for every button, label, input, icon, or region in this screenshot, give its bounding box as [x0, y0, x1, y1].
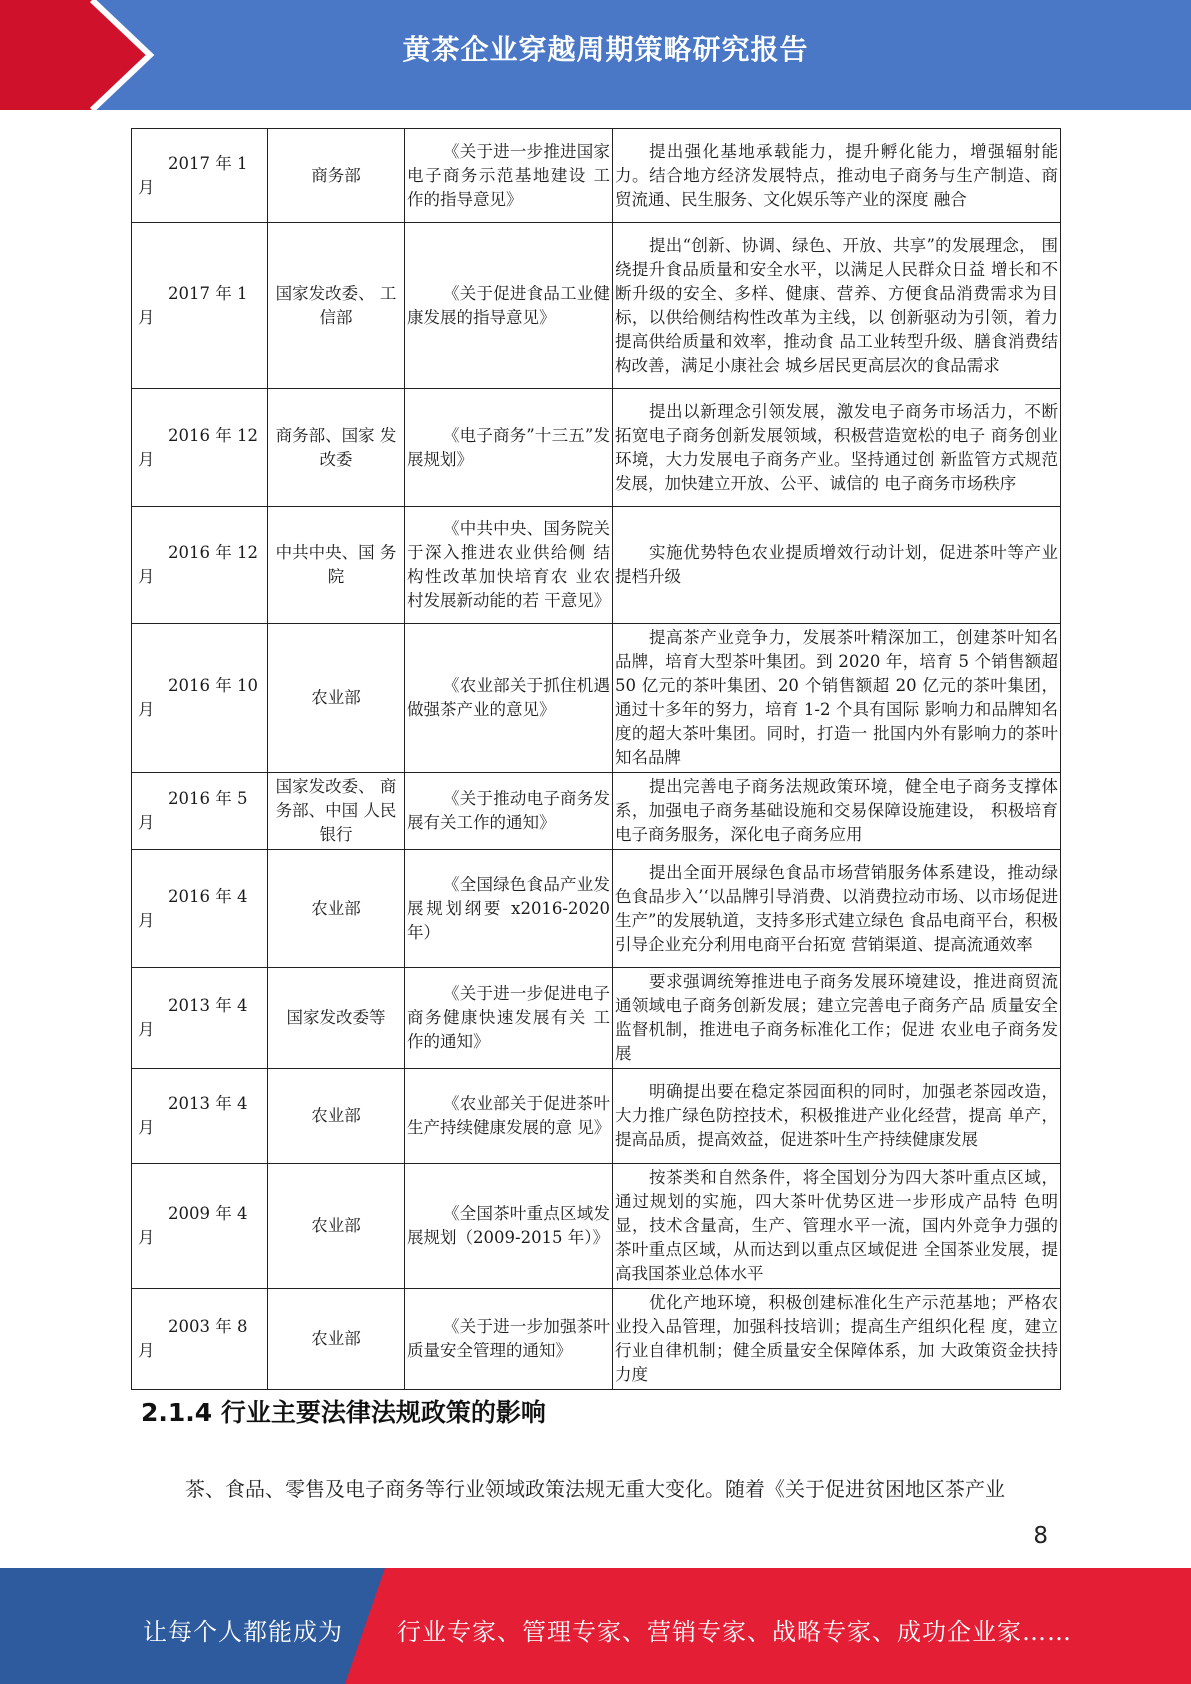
- footer-slogan-left: 让每个人都能成为: [143, 1618, 343, 1646]
- policy-date: 2016 年 10 月: [132, 624, 268, 773]
- policy-document: 《农业部关于抓住机遇 做强茶产业的意见》: [405, 624, 613, 773]
- table-row: [132, 1289, 1061, 1390]
- policy-description: 提出以新理念引领发展，激发电子商务市场活力，不断拓宽电子商务创新发展领域，积极营造宽松的电子 商务创业环境，大力发展电子商务产业。坚持通过创 新监管方式规范发展，加快建立开放、公平、诚信的 电子商务市场秩序: [613, 389, 1061, 507]
- policy-document: 《关于进一步推进国家 电子商务示范基地建设 工作的指导意见》: [405, 129, 613, 223]
- policy-department: 中共中央、国 务院: [268, 507, 405, 624]
- policy-table: [131, 128, 1061, 1390]
- table-row: [132, 507, 1061, 624]
- policy-date: 2013 年 4 月: [132, 1069, 268, 1164]
- policy-department: 农业部: [268, 624, 405, 773]
- policy-document: 《农业部关于促进茶叶 生产持续健康发展的意 见》: [405, 1069, 613, 1164]
- table-row: [132, 773, 1061, 850]
- policy-date: 2016 年 4 月: [132, 850, 268, 968]
- policy-description: 明确提出要在稳定茶园面积的同时，加强老茶园改造， 大力推广绿色防控技术，积极推进产业化经营，提高 单产，提高品质，提高效益，促进茶叶生产持续健康发展: [613, 1069, 1061, 1164]
- policy-department: 国家发改委、 商务部、中国 人民银行: [268, 773, 405, 850]
- policy-department: 商务部: [268, 129, 405, 223]
- policy-date: 2013 年 4 月: [132, 968, 268, 1069]
- policy-description: 提出完善电子商务法规政策环境，健全电子商务支撑体系，加强电子商务基础设施和交易保障设施建设， 积极培育电子商务服务，深化电子商务应用: [613, 773, 1061, 850]
- page-footer: [0, 1568, 1191, 1684]
- policy-document: 《关于推动电子商务发 展有关工作的通知》: [405, 773, 613, 850]
- policy-document: 《关于促进食品工业健 康发展的指导意见》: [405, 223, 613, 389]
- body-paragraph: 茶、食品、零售及电子商务等行业领域政策法规无重大变化。随着《关于促进贫困地区茶产业: [185, 1477, 1005, 1501]
- policy-department: 国家发改委等: [268, 968, 405, 1069]
- table-row: [132, 1069, 1061, 1164]
- policy-department: 商务部、国家 发改委: [268, 389, 405, 507]
- table-row: [132, 223, 1061, 389]
- page-number: 8: [1033, 1523, 1048, 1549]
- policy-document: 《关于进一步促进电子 商务健康快速发展有关 工作的通知》: [405, 968, 613, 1069]
- footer-slogan-right: 行业专家、管理专家、营销专家、战略专家、成功企业家……: [397, 1618, 1072, 1646]
- table-row: [132, 850, 1061, 968]
- policy-date: 2017 年 1 月: [132, 129, 268, 223]
- table-row: [132, 1164, 1061, 1289]
- policy-description: 提高茶产业竞争力，发展茶叶精深加工，创建茶叶知名品牌，培育大型茶叶集团。到 2020 年，培育 5 个销售额超 50 亿元的茶叶集团、20 个销售额超 20 亿元的茶叶集团，通过十多年的努力，培育 1-2 个具有国际 影响力和品牌知名度的超大茶叶集团。同时，打造一 批国内外有影响力的茶叶知名品牌: [613, 624, 1061, 773]
- policy-department: 农业部: [268, 1069, 405, 1164]
- policy-description: 优化产地环境，积极创建标准化生产示范基地；严格农业投入品管理，加强科技培训；提高生产组织化程 度，建立行业自律机制；健全质量安全保障体系，加 大政策资金扶持力度: [613, 1289, 1061, 1390]
- policy-document: 《全国茶叶重点区域发 展规划（2009-2015 年）》: [405, 1164, 613, 1289]
- policy-department: 农业部: [268, 1289, 405, 1390]
- policy-description: 提出全面开展绿色食品市场营销服务体系建设，推动绿色食品步入’‘以品牌引导消费、以消费拉动市场、以市场促进生产”的发展轨道，支持多形式建立绿色 食品电商平台，积极引导企业充分利用电商平台拓宽 营销渠道、提高流通效率: [613, 850, 1061, 968]
- policy-description: 提出“创新、协调、绿色、开放、共享”的发展理念， 围绕提升食品质量和安全水平，以满足人民群众日益 增长和不断升级的安全、多样、健康、营养、方便食品消费需求为目标，以供给侧结构性改革为主线，以 创新驱动为引领，着力提高供给质量和效率，推动食 品工业转型升级、膳食消费结构改善，满足小康社会 城乡居民更高层次的食品需求: [613, 223, 1061, 389]
- table-row: [132, 389, 1061, 507]
- policy-document: 《电子商务”十三五”发展规划》: [405, 389, 613, 507]
- policy-document: 《关于进一步加强茶叶 质量安全管理的通知》: [405, 1289, 613, 1390]
- policy-date: 2009 年 4 月: [132, 1164, 268, 1289]
- policy-description: 按茶类和自然条件，将全国划分为四大茶叶重点区域， 通过规划的实施，四大茶叶优势区进一步形成产品特 色明显，技术含量高，生产、管理水平一流，国内外竞争力强的茶叶重点区域，从而达到以重点区域促进 全国茶业发展，提高我国茶业总体水平: [613, 1164, 1061, 1289]
- table-row: [132, 968, 1061, 1069]
- section-heading: 2.1.4 行业主要法律法规政策的影响: [141, 1398, 546, 1427]
- policy-document: 《中共中央、国务院关 于深入推进农业供给侧 结构性改革加快培育农 业农村发展新动能的若 干意见》: [405, 507, 613, 624]
- policy-date: 2003 年 8 月: [132, 1289, 268, 1390]
- policy-date: 2016 年 5 月: [132, 773, 268, 850]
- policy-description: 实施优势特色农业提质增效行动计划，促进茶叶等产业提档升级: [613, 507, 1061, 624]
- policy-department: 国家发改委、 工信部: [268, 223, 405, 389]
- report-title: 黄茶企业穿越周期策略研究报告: [402, 33, 809, 66]
- policy-description: 提出强化基地承载能力，提升孵化能力，增强辐射能 力。结合地方经济发展特点，推动电子商务与生产制造、商贸流通、民生服务、文化娱乐等产业的深度 融合: [613, 129, 1061, 223]
- policy-date: 2016 年 12 月: [132, 389, 268, 507]
- policy-department: 农业部: [268, 850, 405, 968]
- policy-department: 农业部: [268, 1164, 405, 1289]
- policy-description: 要求强调统筹推进电子商务发展环境建设，推进商贸流通领域电子商务创新发展；建立完善电子商务产品 质量安全监督机制，推进电子商务标准化工作；促进 农业电子商务发展: [613, 968, 1061, 1069]
- policy-document: 《全国绿色食品产业发 展规划纲要 x2016-2020 年）: [405, 850, 613, 968]
- policy-date: 2016 年 12 月: [132, 507, 268, 624]
- table-row: [132, 624, 1061, 773]
- page-header: [0, 0, 1191, 110]
- policy-date: 2017 年 1 月: [132, 223, 268, 389]
- table-row: [132, 129, 1061, 223]
